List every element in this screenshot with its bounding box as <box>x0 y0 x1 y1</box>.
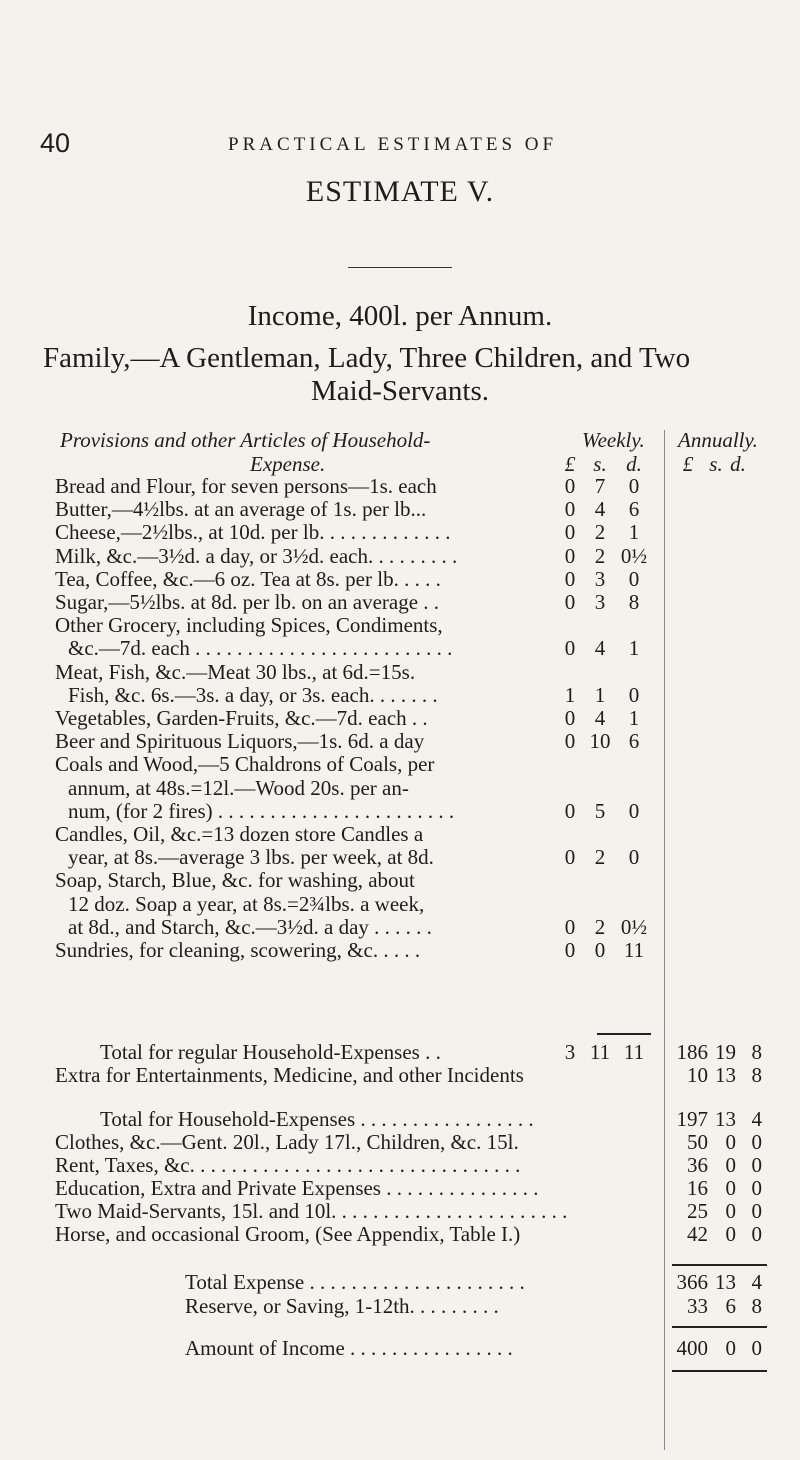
weekly-item-shillings: 3 <box>594 566 606 591</box>
weekly-item-text: Bread and Flour, for seven persons—1s. each <box>55 474 437 498</box>
weekly-item-shillings: 3 <box>594 590 606 614</box>
annual-item-shillings: 13 <box>715 1107 736 1131</box>
income-line: Income, 400l. per Annum. <box>247 300 553 332</box>
income-rule <box>672 1326 767 1328</box>
reserve-pounds: 33 <box>687 1294 708 1318</box>
weekly-item-pence: 0 <box>628 682 640 707</box>
annual-item-label: Rent, Taxes, &c. . . . . . . . . . . . . . . . . . . . . . . . . . . . . . . . <box>55 1153 521 1177</box>
family-line-2: Maid-Servants. <box>311 375 489 407</box>
weekly-item-pence: 0½ <box>620 543 648 568</box>
annual-item-shillings: 0 <box>725 1199 736 1223</box>
column-divider <box>664 430 665 1450</box>
annual-item-shillings: 0 <box>725 1222 736 1246</box>
weekly-item-pounds: 0 <box>564 497 576 522</box>
items-column-heading-2: Expense. <box>250 452 326 476</box>
weekly-item-text: Beer and Spirituous Liquors,—1s. 6d. a day <box>55 729 425 754</box>
weekly-item-text: &c.—7d. each . . . . . . . . . . . . . . . . . . . . . . . . . <box>68 636 453 661</box>
annual-item-pounds: 36 <box>687 1153 708 1177</box>
total-regular-label: Total for regular Household-Expenses . . <box>100 1040 441 1064</box>
weekly-item-shillings: 2 <box>594 914 606 939</box>
weekly-column-heading: Weekly. <box>582 428 645 452</box>
weekly-item-text: Milk, &c.—3½d. a day, or 3½d. each. . . . . . . . . <box>55 543 458 568</box>
title-rule <box>348 267 452 268</box>
reserve-label: Reserve, or Saving, 1-12th. . . . . . . . . <box>185 1294 499 1318</box>
weekly-item-pence: 0 <box>628 798 640 823</box>
annual-item-pounds: 197 <box>676 1107 708 1131</box>
total-regular-annual-shillings: 19 <box>715 1040 736 1064</box>
weekly-item-pence: 8 <box>628 590 640 614</box>
annual-pence-unit: d. <box>730 452 746 476</box>
weekly-item-text: Tea, Coffee, &c.—6 oz. Tea at 8s. per lb. . . . . <box>55 566 441 591</box>
weekly-item-shillings: 7 <box>594 474 606 498</box>
weekly-item-pence: 0 <box>628 566 640 591</box>
annual-item-pounds: 16 <box>687 1176 708 1200</box>
weekly-item-shillings: 10 <box>589 729 611 754</box>
estimate-title: ESTIMATE V. <box>305 175 495 208</box>
annual-item-label: Clothes, &c.—Gent. 20l., Lady 17l., Children, &c. 15l. <box>55 1130 519 1154</box>
weekly-item-pounds: 0 <box>564 636 576 661</box>
weekly-item-pence: 11 <box>623 938 645 962</box>
weekly-item-text: num, (for 2 fires) . . . . . . . . . . . . . . . . . . . . . . . <box>68 798 455 823</box>
family-line-1: Family,—A Gentleman, Lady, Three Children, and Two <box>43 342 691 374</box>
extra-incidents-label: Extra for Entertainments, Medicine, and other Incidents <box>55 1063 524 1087</box>
total-expense-pence: 4 <box>751 1270 762 1294</box>
items-column-heading-1: Provisions and other Articles of Household- <box>60 428 431 452</box>
weekly-item-pence: 0½ <box>620 914 648 939</box>
weekly-item-shillings: 1 <box>594 682 606 707</box>
weekly-item-pence: 6 <box>628 729 640 754</box>
amount-of-income-pounds: 400 <box>676 1336 708 1360</box>
extra-annual-pence: 8 <box>751 1063 762 1087</box>
annually-column-heading: Annually. <box>678 428 758 452</box>
annual-item-label: Two Maid-Servants, 15l. and 10l. . . . . . . . . . . . . . . . . . . . . . . <box>55 1199 568 1223</box>
annual-item-shillings: 0 <box>725 1130 736 1154</box>
weekly-item-pence: 6 <box>628 497 640 522</box>
annual-item-label: Total for Household-Expenses . . . . . . . . . . . . . . . . . <box>100 1107 534 1131</box>
weekly-shillings-unit: s. <box>593 452 607 476</box>
weekly-item-pounds: 0 <box>564 938 576 962</box>
weekly-item-text: Soap, Starch, Blue, &c. for washing, about <box>55 868 415 893</box>
weekly-item-text: Sugar,—5½lbs. at 8d. per lb. on an average . . <box>55 590 440 614</box>
weekly-pence-unit: d. <box>626 452 642 476</box>
weekly-item-pounds: 0 <box>564 566 576 591</box>
weekly-item-text: Meat, Fish, &c.—Meat 30 lbs., at 6d.=15s. <box>55 659 416 684</box>
annual-item-pence: 0 <box>751 1222 762 1246</box>
annual-pounds-unit: £ <box>682 452 694 476</box>
weekly-item-shillings: 2 <box>594 845 606 870</box>
weekly-item-pence: 0 <box>628 845 640 870</box>
annual-item-pounds: 50 <box>687 1130 708 1154</box>
extra-annual-pounds: 10 <box>687 1063 708 1087</box>
annual-item-pounds: 25 <box>687 1199 708 1223</box>
weekly-item-text: Fish, &c. 6s.—3s. a day, or 3s. each. . . . . . . <box>68 682 438 707</box>
weekly-item-pence: 1 <box>628 520 640 545</box>
total-regular-weekly-pounds: 3 <box>564 1040 576 1064</box>
weekly-item-pounds: 0 <box>564 590 576 614</box>
weekly-item-pounds: 0 <box>564 914 576 939</box>
weekly-item-text: Sundries, for cleaning, scowering, &c. . . . . <box>55 938 421 962</box>
weekly-item-text: Butter,—4½lbs. at an average of 1s. per lb... <box>55 497 427 522</box>
annual-item-label: Education, Extra and Private Expenses . . . . . . . . . . . . . . . <box>55 1176 539 1200</box>
weekly-item-pounds: 0 <box>564 520 576 545</box>
weekly-pounds-unit: £ <box>564 452 576 476</box>
total-expense-label: Total Expense . . . . . . . . . . . . . . . . . . . . . <box>185 1270 525 1294</box>
annual-item-shillings: 0 <box>725 1153 736 1177</box>
annual-item-shillings: 0 <box>725 1176 736 1200</box>
amount-of-income-pence: 0 <box>751 1336 762 1360</box>
weekly-item-pounds: 1 <box>564 682 576 707</box>
annual-item-label: Horse, and occasional Groom, (See Appendix, Table I.) <box>55 1222 521 1246</box>
weekly-item-text: 12 doz. Soap a year, at 8s.=2¾lbs. a week, <box>68 891 425 916</box>
annual-item-pence: 4 <box>751 1107 762 1131</box>
weekly-item-pence: 0 <box>628 474 640 498</box>
reserve-shillings: 6 <box>725 1294 736 1318</box>
weekly-item-shillings: 4 <box>594 497 606 522</box>
annual-item-pence: 0 <box>751 1199 762 1223</box>
weekly-item-pounds: 0 <box>564 543 576 568</box>
weekly-item-pounds: 0 <box>564 798 576 823</box>
page-number: 40 <box>40 128 71 158</box>
running-head: PRACTICAL ESTIMATES OF <box>228 134 558 155</box>
bottom-rule <box>672 1370 767 1372</box>
annual-shillings-unit: s. <box>709 452 723 476</box>
weekly-item-pounds: 0 <box>564 845 576 870</box>
weekly-item-shillings: 2 <box>594 520 606 545</box>
weekly-item-shillings: 2 <box>594 543 606 568</box>
total-regular-weekly-shillings: 11 <box>589 1040 611 1064</box>
annual-item-pence: 0 <box>751 1176 762 1200</box>
total-regular-annual-pence: 8 <box>751 1040 762 1064</box>
annual-item-pence: 0 <box>751 1130 762 1154</box>
weekly-item-text: Other Grocery, including Spices, Condiments, <box>55 613 443 638</box>
weekly-total-rule <box>597 1033 651 1035</box>
weekly-item-shillings: 5 <box>594 798 606 823</box>
weekly-item-pence: 1 <box>628 706 640 730</box>
weekly-item-text: at 8d., and Starch, &c.—3½d. a day . . . . . . <box>68 914 432 939</box>
amount-of-income-shillings: 0 <box>725 1336 736 1360</box>
annual-item-pounds: 42 <box>687 1222 708 1246</box>
weekly-item-text: year, at 8s.—average 3 lbs. per week, at 8d. <box>68 845 434 870</box>
total-expense-shillings: 13 <box>715 1270 736 1294</box>
weekly-item-pounds: 0 <box>564 729 576 754</box>
amount-of-income-label: Amount of Income . . . . . . . . . . . . . . . . <box>185 1336 513 1360</box>
reserve-pence: 8 <box>751 1294 762 1318</box>
weekly-item-pence: 1 <box>628 636 640 661</box>
weekly-item-text: Vegetables, Garden-Fruits, &c.—7d. each . . <box>55 706 428 730</box>
weekly-item-pounds: 0 <box>564 474 576 498</box>
total-expense-rule <box>672 1264 767 1266</box>
weekly-item-shillings: 0 <box>594 938 606 962</box>
extra-annual-shillings: 13 <box>715 1063 736 1087</box>
weekly-item-text: Cheese,—2½lbs., at 10d. per lb. . . . . . . . . . . . . <box>55 520 451 545</box>
weekly-item-text: Candles, Oil, &c.=13 dozen store Candles a <box>55 822 424 846</box>
weekly-item-pounds: 0 <box>564 706 576 730</box>
weekly-item-shillings: 4 <box>594 706 606 730</box>
annual-item-pence: 0 <box>751 1153 762 1177</box>
weekly-item-text: Coals and Wood,—5 Chaldrons of Coals, per <box>55 752 435 777</box>
total-expense-pounds: 366 <box>676 1270 708 1294</box>
total-regular-annual-pounds: 186 <box>676 1040 708 1064</box>
weekly-item-shillings: 4 <box>594 636 606 661</box>
weekly-item-text: annum, at 48s.=12l.—Wood 20s. per an- <box>68 775 409 800</box>
total-regular-weekly-pence: 11 <box>623 1040 645 1064</box>
